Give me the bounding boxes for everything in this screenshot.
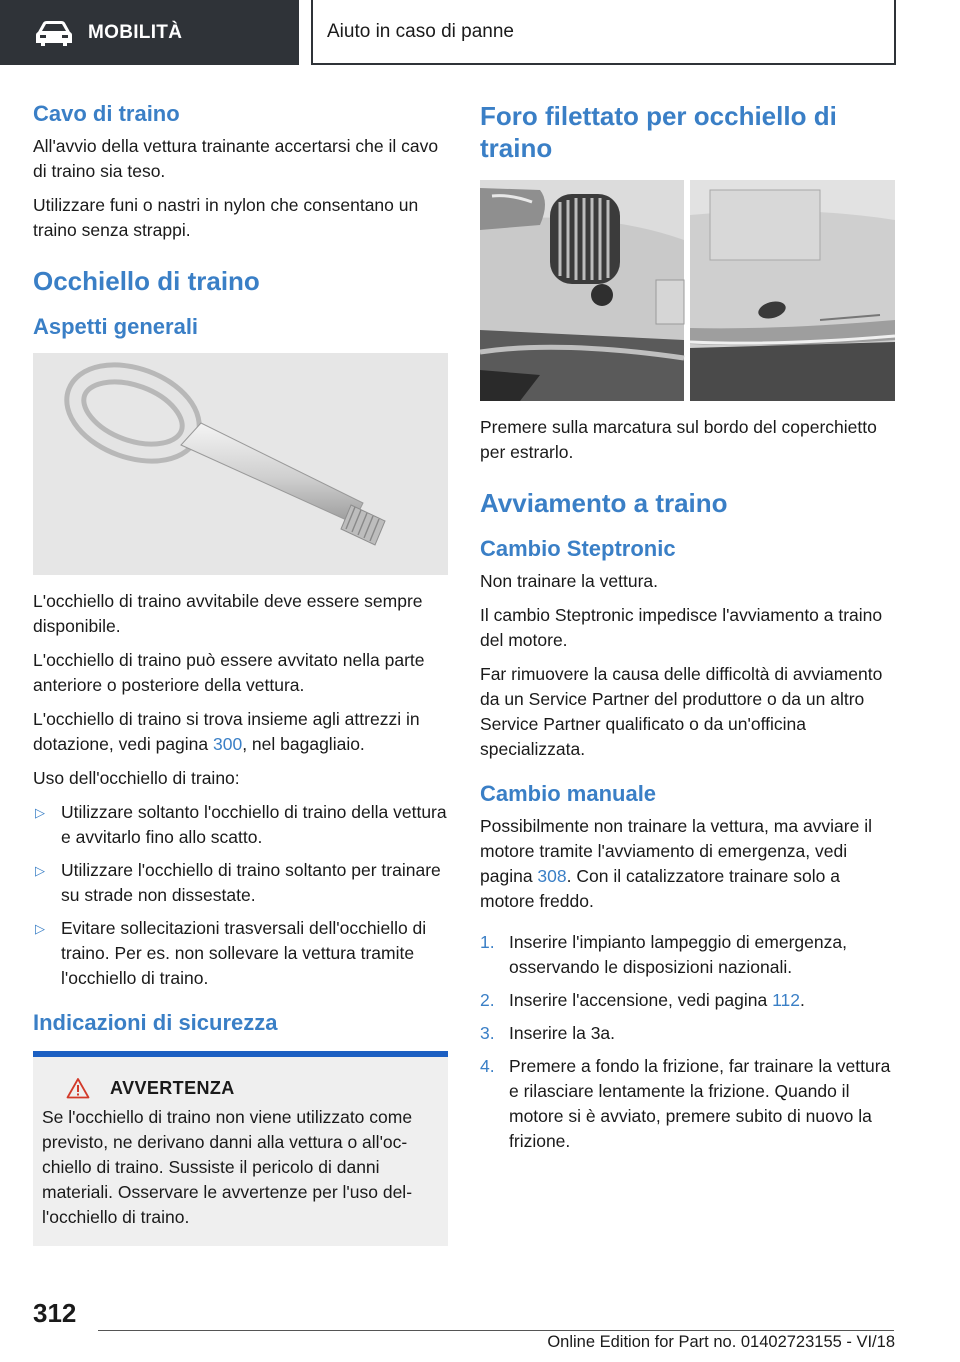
warning-title: AVVERTENZA bbox=[110, 1077, 235, 1098]
bullet-triangle-icon: ▷ bbox=[35, 805, 45, 820]
step-number: 1. bbox=[480, 932, 495, 952]
step-number: 3. bbox=[480, 1023, 495, 1043]
eye-paragraph-3-tail: , nel bagagliaio. bbox=[242, 734, 365, 754]
step-text: Inserire la 3a. bbox=[509, 1023, 616, 1043]
tow-start-heading: Avviamento a traino bbox=[480, 488, 728, 518]
header-section-title: MOBILITÀ bbox=[88, 21, 183, 43]
bumper-cover-illustration bbox=[480, 180, 895, 401]
list-item bbox=[33, 916, 448, 991]
step-number: 4. bbox=[480, 1056, 495, 1076]
header-chapter-title: Aiuto in caso di panne bbox=[327, 20, 514, 42]
list-item-text: Evitare sollecitazioni trasversali dell'occhiello di traino. Per es. non sollevare la vettura tramite l'occhiello di traino. bbox=[61, 918, 427, 988]
footer-edition: Online Edition for Part no. 01402723155 - VI/18 bbox=[547, 1333, 895, 1351]
tow-eye-heading: Occhiello di traino bbox=[33, 266, 260, 296]
general-aspects-heading: Aspetti generali bbox=[33, 314, 199, 339]
warning-box bbox=[33, 1057, 448, 1246]
steptronic-paragraph-1: Non trainare la vettura. bbox=[480, 571, 659, 591]
warning-header bbox=[42, 1077, 440, 1099]
manual-paragraph bbox=[480, 814, 895, 914]
list-item bbox=[480, 988, 895, 1013]
car-icon bbox=[34, 18, 74, 48]
manual-paragraph-tail: . Con il catalizzatore trainare solo a motore freddo. bbox=[480, 866, 840, 911]
tow-cable-heading: Cavo di traino bbox=[33, 101, 180, 126]
list-item bbox=[480, 1054, 895, 1154]
right-column bbox=[480, 100, 895, 1162]
steptronic-paragraph-3: Far rimuovere la causa delle difficoltà di avviamento da un Service Partner del produttore o da un altro Service Partner qualificato o da un'officina specializzata. bbox=[480, 664, 883, 759]
tow-cable-paragraph-2: Utilizzare funi o nastri in nylon che consentano un traino senza strappi. bbox=[33, 195, 419, 240]
eye-paragraph-3-text: L'occhiello di traino si trova insieme agli attrezzi in dotazione, vedi pagina bbox=[33, 709, 420, 754]
warning-triangle-icon bbox=[66, 1077, 90, 1099]
safety-heading: Indicazioni di sicurezza bbox=[33, 1010, 278, 1035]
manual-gearbox-heading: Cambio manuale bbox=[480, 781, 657, 806]
step-text: Inserire l'accensione, vedi pagina bbox=[509, 990, 773, 1010]
warning-text: Se l'occhiello di traino non viene utilizzato come previsto, ne derivano danni alla vettura o all'occhiello di traino. Sussiste il pericolo di danni materiali. Osservare le avvertenze per l'uso dell'occhiello di traino. bbox=[42, 1107, 413, 1227]
eye-paragraph-4: Uso dell'occhiello di traino: bbox=[33, 768, 240, 788]
list-item-text: Utilizzare l'occhiello di traino soltanto per trainare su strade non dissestate. bbox=[61, 860, 441, 905]
eye-paragraph-3 bbox=[33, 707, 448, 757]
page-link-308[interactable]: 308 bbox=[537, 866, 567, 886]
page-link-112[interactable]: 112 bbox=[772, 990, 800, 1010]
step-text-tail: . bbox=[800, 990, 805, 1010]
page-link-300[interactable]: 300 bbox=[213, 734, 243, 754]
eye-paragraph-2: L'occhiello di traino può essere avvitato nella parte anteriore o posteriore della vettura. bbox=[33, 650, 425, 695]
tow-eye-illustration bbox=[33, 353, 448, 575]
eye-usage-list bbox=[33, 800, 448, 991]
threaded-bore-heading: Foro filettato per occhiello di traino bbox=[480, 101, 837, 163]
list-item bbox=[480, 1021, 895, 1046]
steptronic-paragraph-2: Il cambio Steptronic impedisce l'avviamento a traino del motore. bbox=[480, 605, 883, 650]
eye-paragraph-1: L'occhiello di traino avvitabile deve essere sempre disponibile. bbox=[33, 591, 423, 636]
step-text: Premere a fondo la frizione, far trainare la vettura e rilasciare lentamente la frizione. Quando il motore si è avviato, premere subito di nuovo la frizione. bbox=[509, 1056, 891, 1151]
list-item-text: Utilizzare soltanto l'occhiello di traino della vettura e avvitarlo fino allo scatto. bbox=[61, 802, 447, 847]
left-column bbox=[33, 100, 448, 1246]
list-item bbox=[33, 858, 448, 908]
header-chapter-box bbox=[311, 0, 896, 65]
tow-cable-paragraph-1: All'avvio della vettura trainante accertarsi che il cavo di traino sia teso. bbox=[33, 136, 439, 181]
steptronic-heading: Cambio Steptronic bbox=[480, 536, 676, 561]
step-number: 2. bbox=[480, 990, 495, 1010]
bullet-triangle-icon: ▷ bbox=[35, 921, 45, 936]
footer-divider bbox=[98, 1330, 894, 1331]
bullet-triangle-icon: ▷ bbox=[35, 863, 45, 878]
tow-start-steps bbox=[480, 930, 895, 1154]
manual-paragraph-text: Possibilmente non trainare la vettura, ma avviare il motore tramite l'avviamento di emergenza, vedi pagina bbox=[480, 816, 872, 886]
header-section-tab bbox=[0, 0, 299, 65]
step-text: Inserire l'impianto lampeggio di emergenza, osservando le disposizioni nazionali. bbox=[509, 932, 847, 977]
list-item bbox=[33, 800, 448, 850]
bore-paragraph: Premere sulla marcatura sul bordo del coperchietto per estrarlo. bbox=[480, 417, 877, 462]
list-item bbox=[480, 930, 895, 980]
page-number: 312 bbox=[33, 1298, 77, 1328]
